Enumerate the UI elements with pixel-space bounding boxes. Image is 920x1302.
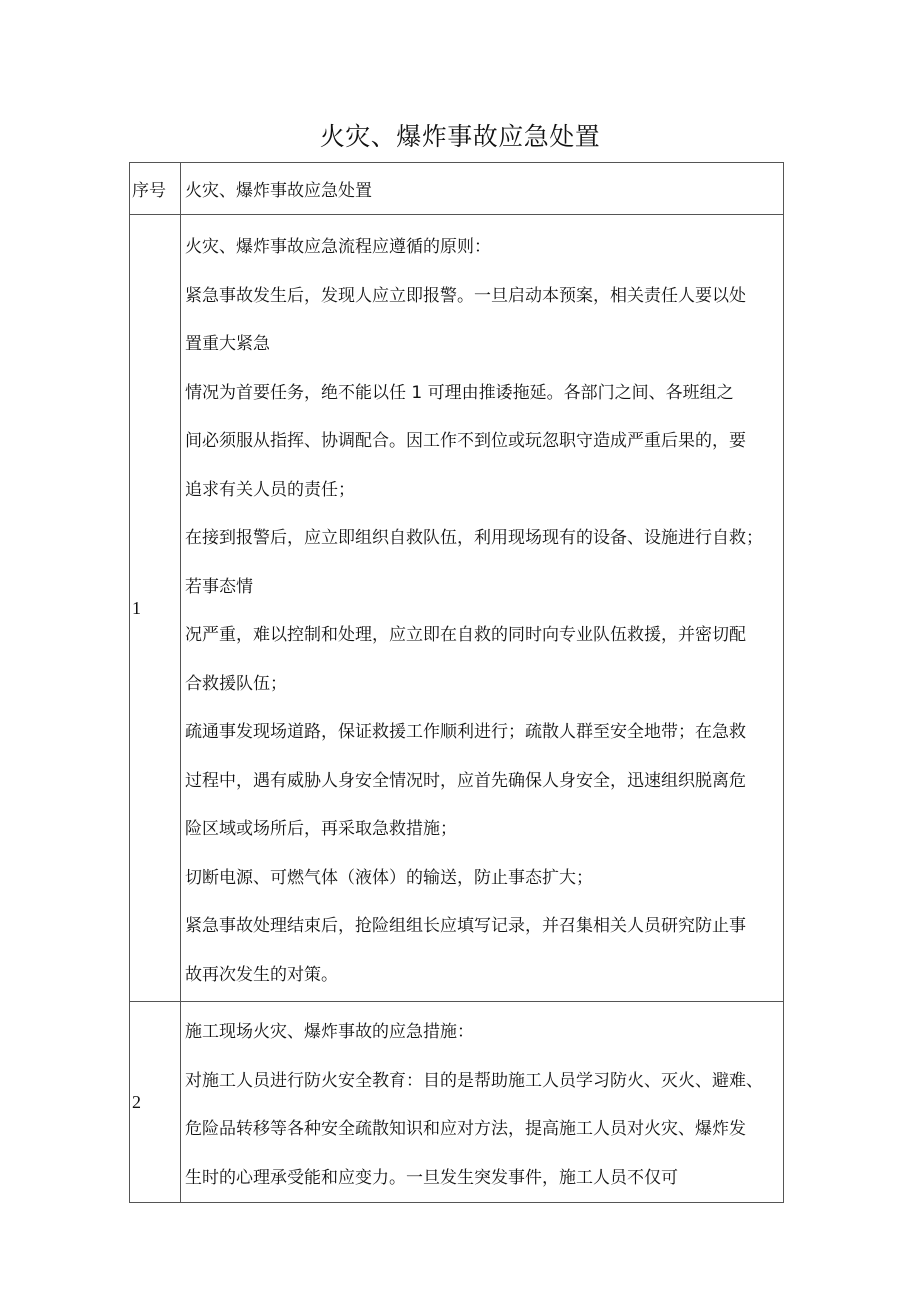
emergency-table xyxy=(129,162,784,1203)
text-line: 追求有关人员的责任； xyxy=(185,479,355,500)
text-line: 若事态情 xyxy=(185,576,253,597)
text-line: 生时的心理承受能和应变力。一旦发生突发事件，施工人员不仅可 xyxy=(185,1167,678,1188)
text-line: 切断电源、可燃气体（液体）的输送，防止事态扩大； xyxy=(185,867,593,888)
text-line: 紧急事故发生后，发现人应立即报警。一旦启动本预案，相关责任人要以处 xyxy=(185,285,746,306)
text-line: 情况为首要任务，绝不能以任 1 可理由推诿拖延。各部门之间、各班组之 xyxy=(185,382,734,403)
text-line: 紧急事故处理结束后，抢险组组长应填写记录，并召集相关人员研究防止事 xyxy=(185,916,746,936)
text-line: 况严重，难以控制和处理，应立即在自救的同时向专业队伍救援，并密切配 xyxy=(185,625,746,645)
text-line: 险区域或场所后，再采取急救措施； xyxy=(185,819,457,839)
text-line: 火灾、爆炸事故应急流程应遵循的原则： xyxy=(185,237,491,257)
page-title: 火灾、爆炸事故应急处置 xyxy=(319,122,601,151)
row-number: 2 xyxy=(132,1091,141,1112)
table-row xyxy=(130,1002,784,1203)
text-line: 故再次发生的对策。 xyxy=(185,964,338,985)
table-header-row xyxy=(130,163,784,215)
text-line: 置重大紧急 xyxy=(185,334,270,354)
text-line: 间必须服从指挥、协调配合。因工作不到位或玩忽职守造成严重后果的，要 xyxy=(185,431,746,451)
text-line: 过程中，遇有威胁人身安全情况时，应首先确保人身安全，迅速组织脱离危 xyxy=(185,770,746,791)
text-line: 施工现场火灾、爆炸事故的应急措施： xyxy=(185,1022,474,1042)
text-line: 危险品转移等各种安全疏散知识和应对方法，提高施工人员对火灾、爆炸发 xyxy=(185,1119,746,1139)
text-line: 在接到报警后，应立即组织自救队伍，利用现场现有的设备、设施进行自救； xyxy=(185,528,763,548)
row-content-cell xyxy=(181,1002,784,1203)
header-content-cell: 火灾、爆炸事故应急处置 xyxy=(181,163,784,215)
row-number: 1 xyxy=(132,597,141,618)
row-content-cell xyxy=(181,215,784,1002)
row-number-cell xyxy=(130,1002,181,1203)
text-line: 合救援队伍； xyxy=(185,673,287,694)
header-num-cell: 序号 xyxy=(130,163,181,215)
table-row xyxy=(130,215,784,1002)
text-line: 疏通事发现场道路，保证救援工作顺利进行；疏散人群至安全地带；在急救 xyxy=(185,722,746,742)
row-number-cell xyxy=(130,215,181,1002)
text-line: 对施工人员进行防火安全教育：目的是帮助施工人员学习防火、灭火、避难、 xyxy=(185,1070,763,1091)
